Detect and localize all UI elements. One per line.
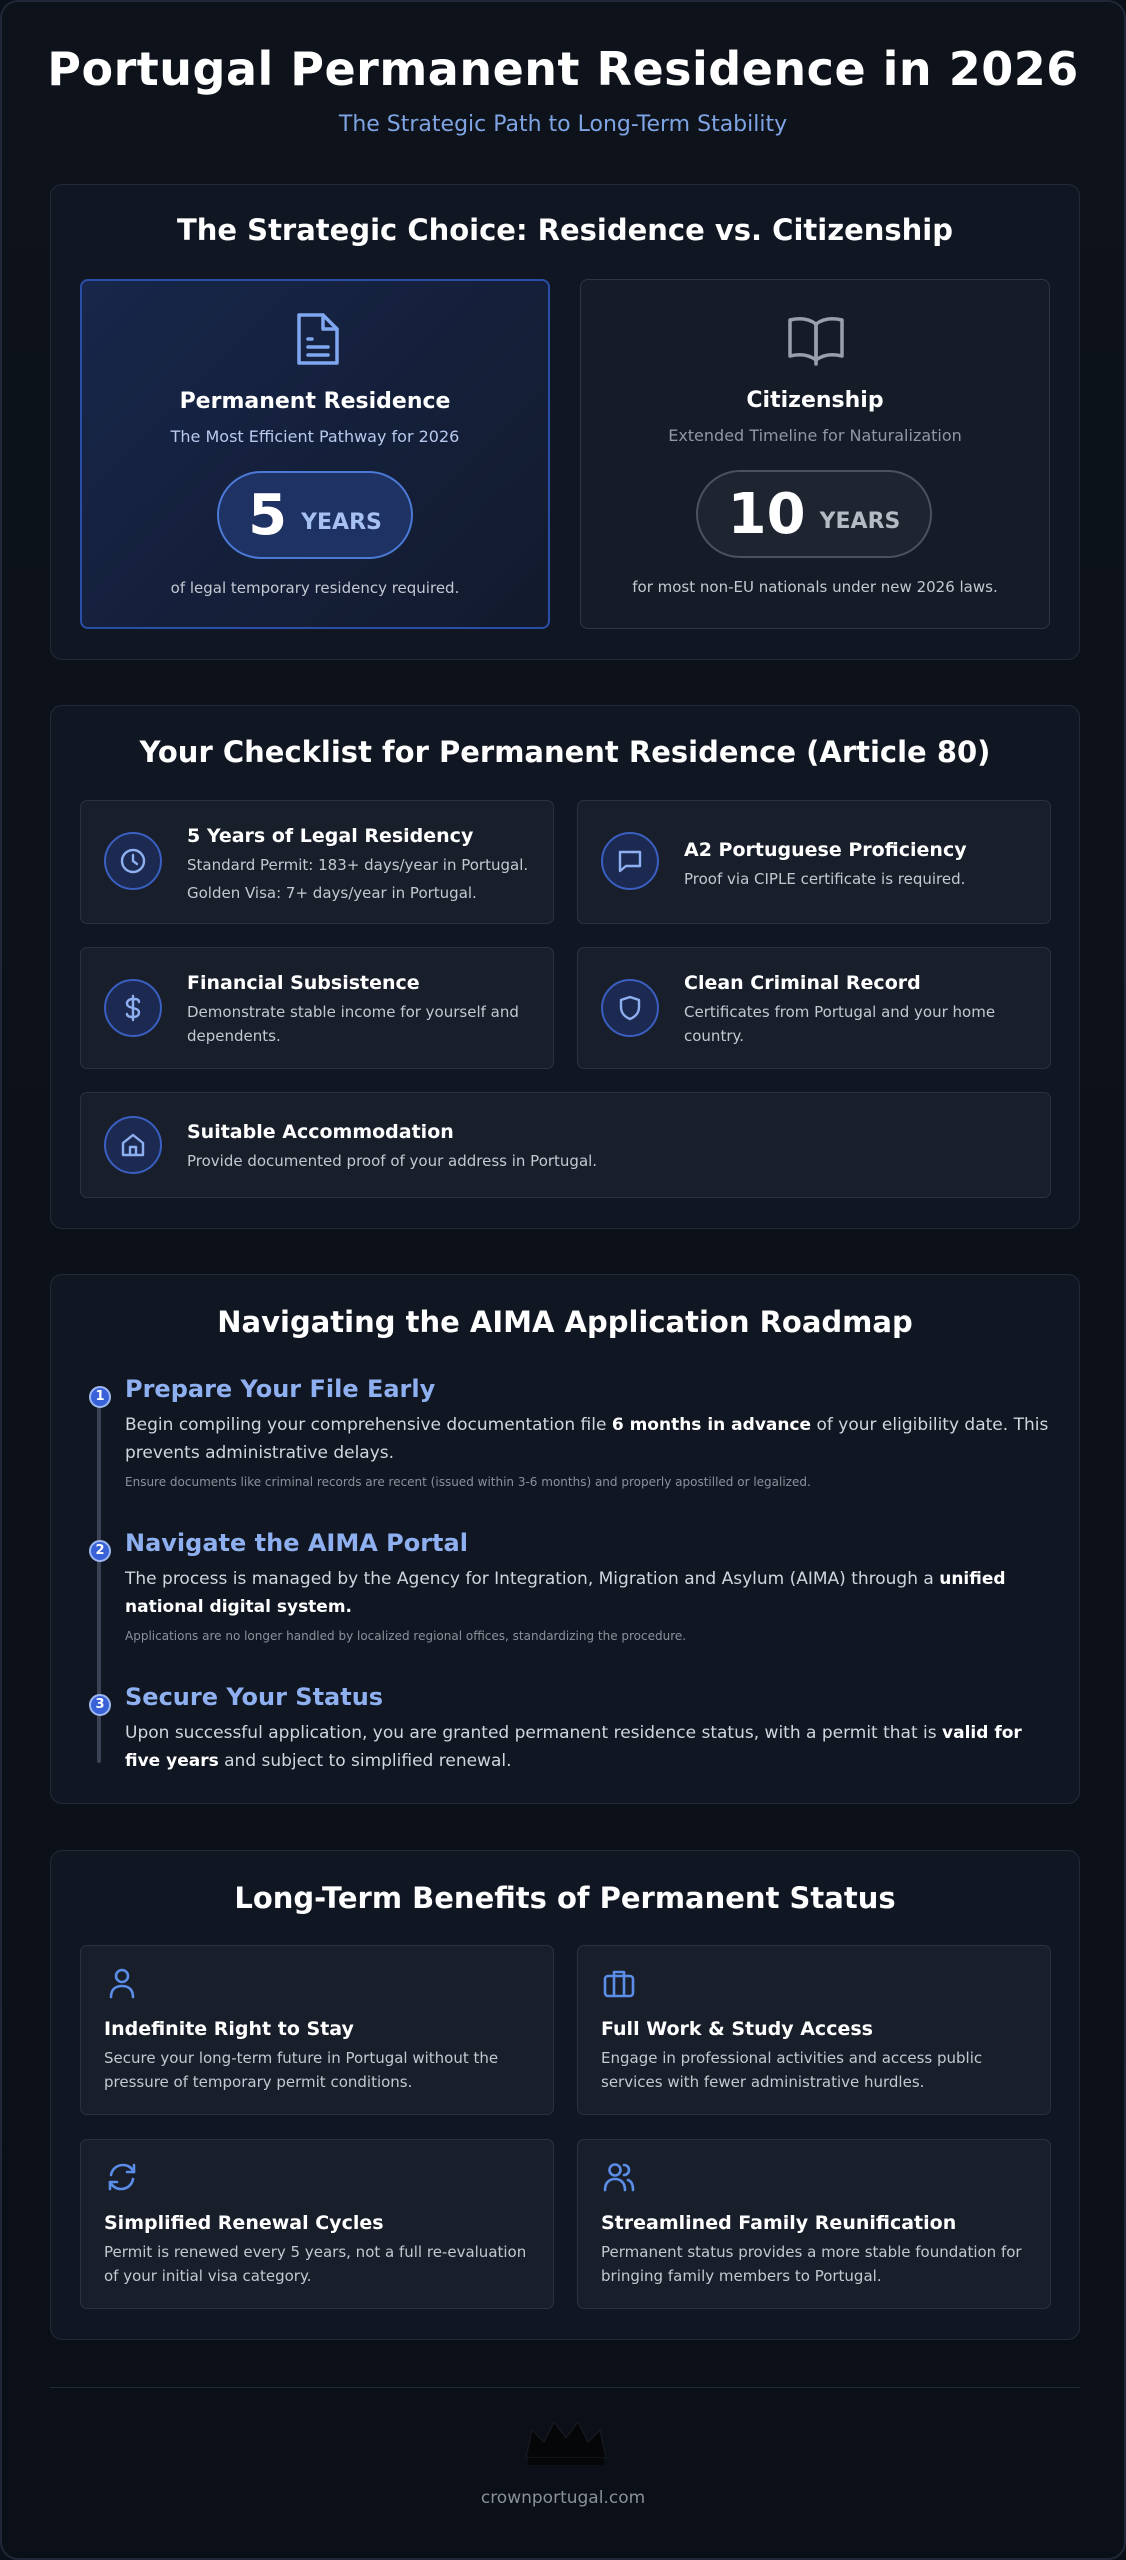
- checklist-item-desc: Proof via CIPLE certificate is required.: [684, 870, 966, 888]
- benefit-desc: Permit is renewed every 5 years, not a full re-evaluation of your initial visa category.: [104, 2243, 527, 2285]
- benefit-title: Simplified Renewal Cycles: [104, 2212, 384, 2234]
- checklist-item-title: 5 Years of Legal Residency: [187, 825, 474, 847]
- page-subtitle: The Strategic Path to Long-Term Stability: [338, 112, 788, 137]
- book-icon: [581, 310, 1049, 366]
- chat-icon: [601, 832, 659, 890]
- citizenship-tagline: Extended Timeline for Naturalization: [668, 426, 962, 445]
- roadmap-section-title: Navigating the AIMA Application Roadmap: [217, 1305, 913, 1339]
- choice-section: [50, 184, 1080, 660]
- benefit-title: Full Work & Study Access: [601, 2018, 873, 2040]
- step-note: Applications are no longer handled by localized regional offices, standardizing the procedure.: [125, 1629, 687, 1643]
- footer-url: crownportugal.com: [480, 2488, 646, 2508]
- citizenship-title: Citizenship: [746, 388, 884, 413]
- benefits-section: [50, 1850, 1080, 2340]
- residence-years-unit: YEARS: [301, 509, 382, 535]
- checklist-item-title: Clean Criminal Record: [684, 972, 921, 994]
- residence-years: 5: [248, 482, 288, 548]
- users-icon: [602, 2160, 636, 2194]
- citizenship-card: [580, 279, 1050, 629]
- benefit-card: [577, 1945, 1051, 2115]
- step-title: Secure Your Status: [125, 1683, 384, 1711]
- crown-logo: [520, 2412, 612, 2470]
- citizenship-note: for most non-EU nationals under new 2026 laws.: [632, 578, 998, 596]
- benefit-desc: Engage in professional activities and access public services with fewer administrative hurdles.: [601, 2049, 983, 2091]
- choice-section-title: The Strategic Choice: Residence vs. Citizenship: [176, 213, 953, 247]
- checklist-item-title: Suitable Accommodation: [187, 1121, 454, 1143]
- checklist-item-title: Financial Subsistence: [187, 972, 420, 994]
- checklist-item-desc: Golden Visa: 7+ days/year in Portugal.: [187, 884, 477, 902]
- benefit-desc: Permanent status provides a more stable foundation for bringing family members to Portugal.: [601, 2243, 1022, 2285]
- step-desc: The process is managed by the Agency for Integration, Migration and Asylum (AIMA) through a unified national digital system.: [125, 1569, 1006, 1617]
- step-title: Prepare Your File Early: [125, 1375, 436, 1403]
- checklist-item-criminal-record: [577, 947, 1051, 1069]
- benefit-desc: Secure your long-term future in Portugal without the pressure of temporary permit conditions.: [104, 2049, 499, 2091]
- residence-tagline: The Most Efficient Pathway for 2026: [170, 427, 460, 446]
- residence-title: Permanent Residence: [179, 389, 451, 414]
- roadmap-section: [50, 1274, 1080, 1804]
- document-icon: [82, 311, 548, 367]
- residence-years-badge: [217, 471, 413, 559]
- user-icon: [105, 1966, 139, 2000]
- home-icon: [104, 1116, 162, 1174]
- checklist-item-title: A2 Portuguese Proficiency: [684, 839, 967, 861]
- footer-divider: [50, 2387, 1080, 2388]
- citizenship-years-badge: [696, 470, 932, 558]
- checklist-item-desc: Demonstrate stable income for yourself and dependents.: [187, 1003, 519, 1045]
- checklist-item-desc: Standard Permit: 183+ days/year in Portugal.: [187, 856, 529, 874]
- checklist-item-financial: [80, 947, 554, 1069]
- briefcase-icon: [602, 1966, 636, 2000]
- checklist-section: [50, 705, 1080, 1229]
- refresh-icon: [105, 2160, 139, 2194]
- page-title: Portugal Permanent Residence in 2026: [47, 42, 1079, 96]
- step-desc: Upon successful application, you are granted permanent residence status, with a permit that is valid for five years and subject to simplified renewal.: [125, 1723, 1022, 1771]
- benefit-card: [80, 1945, 554, 2115]
- step-desc: Begin compiling your comprehensive documentation file 6 months in advance of your eligibility date. This prevents administrative delays.: [125, 1415, 1049, 1463]
- benefit-title: Indefinite Right to Stay: [104, 2018, 354, 2040]
- residence-card: [80, 279, 550, 629]
- clock-icon: [104, 832, 162, 890]
- step-note: Ensure documents like criminal records are recent (issued within 3-6 months) and properly apostilled or legalized.: [125, 1475, 811, 1489]
- benefit-card: [80, 2139, 554, 2309]
- step-number-badge: 1: [89, 1386, 111, 1408]
- benefit-card: [577, 2139, 1051, 2309]
- citizenship-years: 10: [727, 481, 806, 547]
- roadmap-step: [125, 1683, 1055, 1775]
- roadmap-step: [125, 1375, 1055, 1489]
- checklist-section-title: Your Checklist for Permanent Residence (Article 80): [139, 735, 991, 769]
- roadmap-step: [125, 1529, 1055, 1643]
- checklist-item-residency: [80, 800, 554, 924]
- shield-icon: [601, 979, 659, 1037]
- benefit-title: Streamlined Family Reunification: [601, 2212, 957, 2234]
- step-number-badge: 2: [89, 1540, 111, 1562]
- checklist-item-desc: Provide documented proof of your address in Portugal.: [187, 1152, 598, 1170]
- step-number-badge: 3: [89, 1694, 111, 1716]
- header: [2, 42, 1124, 137]
- residence-note: of legal temporary residency required.: [170, 579, 460, 597]
- checklist-item-language: [577, 800, 1051, 924]
- dollar-icon: [104, 979, 162, 1037]
- step-title: Navigate the AIMA Portal: [125, 1529, 468, 1557]
- checklist-item-accommodation: [80, 1092, 1051, 1198]
- citizenship-years-unit: YEARS: [819, 508, 901, 534]
- benefits-section-title: Long-Term Benefits of Permanent Status: [234, 1881, 896, 1915]
- checklist-item-desc: Certificates from Portugal and your home country.: [684, 1003, 996, 1045]
